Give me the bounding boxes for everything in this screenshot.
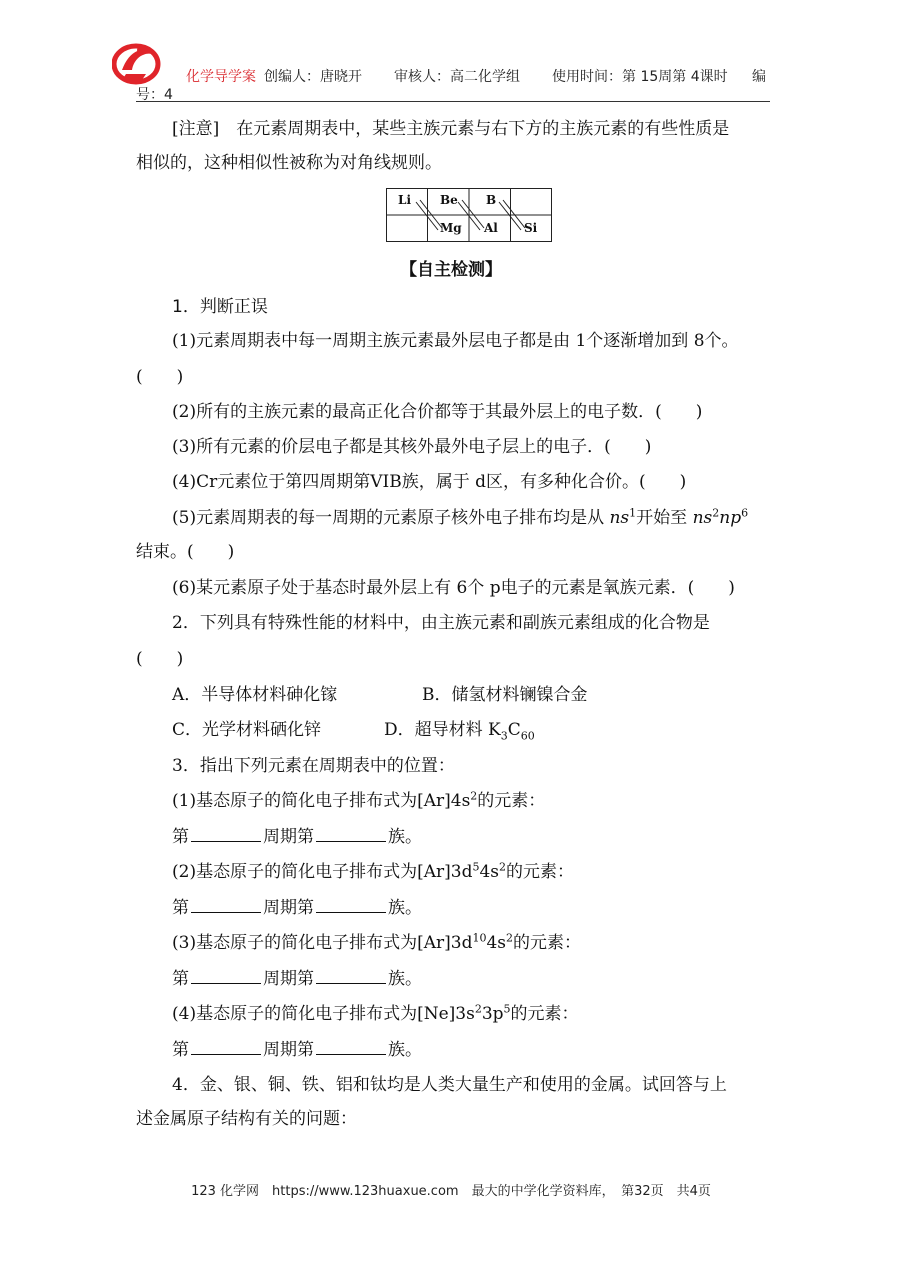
q3-sub-3-text: (3)基态原子的简化电子排布式为[Ar]3d — [172, 933, 473, 953]
q2-option-d-text: D．超导材料 K — [384, 720, 501, 740]
q1-item-1: (1)元素周期表中每一周期主族元素最外层电子都是由 1个逐渐增加到 8个。 — [172, 331, 739, 351]
logo-icon — [112, 40, 162, 86]
q4-line-2: 述金属原子结构有关的问题： — [136, 1109, 357, 1129]
note-line-1: [注意] 在元素周期表中，某些主族元素与右下方的主族元素的有些性质是 — [172, 119, 730, 139]
q3-sub-2-sup2: 2 — [499, 860, 506, 874]
q3-sub-4-mid: 3p — [481, 1004, 504, 1024]
fill-suffix: 族。 — [388, 1040, 422, 1060]
q2-option-d — [384, 719, 535, 741]
blank-group[interactable] — [316, 1038, 386, 1055]
q3-sub-2-mid: 4s — [479, 862, 499, 882]
blank-period[interactable] — [191, 825, 261, 842]
cell-mg: Mg — [440, 221, 462, 235]
q3-sub-2-sup1: 5 — [472, 860, 480, 874]
blank-period[interactable] — [191, 1038, 261, 1055]
fill-mid: 周期第 — [263, 1040, 314, 1060]
q3-sub-3-mid: 4s — [486, 933, 506, 953]
q1-item-5-ns2: ns — [692, 508, 713, 528]
q1-item-5 — [172, 507, 748, 529]
diagonal-rule-table — [386, 188, 552, 242]
cell-si: Si — [524, 221, 538, 235]
fill-prefix: 第 — [172, 1040, 189, 1060]
q3-sub-4-post: 的元素： — [510, 1004, 579, 1024]
q2-option-a: A．半导体材料砷化镓 — [172, 685, 338, 705]
q3-sub-2 — [172, 861, 574, 883]
fill-mid: 周期第 — [263, 898, 314, 918]
q3-sub-3-sup2: 2 — [506, 931, 513, 945]
cell-al: Al — [484, 221, 498, 235]
note-line-2: 相似的，这种相似性被称为对角线规则。 — [136, 153, 442, 173]
header-editor: 创编人：唐晓开 — [264, 69, 362, 85]
fill-suffix: 族。 — [388, 898, 422, 918]
q1-item-5-mid: 开始至 — [636, 508, 693, 528]
header-brand: 化学导学案 — [186, 69, 256, 85]
cell-be: Be — [440, 193, 458, 207]
q1-item-1-paren: ( ) — [136, 367, 184, 387]
q1-item-6: (6)某元素原子处于基态时最外层上有 6个 p电子的元素是氧族元素．( ) — [172, 578, 735, 598]
q3-sub-2-post: 的元素： — [506, 862, 574, 882]
fill-suffix: 族。 — [388, 969, 422, 989]
q3-sub-3-sup1: 10 — [472, 931, 487, 945]
page-footer: 123 化学网 https://www.123huaxue.com 最大的中学化学资料库， 第32页 共4页 — [191, 1184, 711, 1199]
q3-sub-3-post: 的元素： — [513, 933, 581, 953]
cell-li: Li — [398, 193, 411, 207]
blank-group[interactable] — [316, 896, 386, 913]
cell-b: B — [486, 193, 497, 207]
q3-answer-1 — [172, 825, 422, 848]
q2-paren: ( ) — [136, 649, 184, 669]
q3-sub-4-sup2: 5 — [503, 1002, 511, 1016]
q1-item-5-ns: ns — [609, 508, 630, 528]
q1-item-5-np: np — [719, 508, 742, 528]
q3-sub-3 — [172, 932, 581, 954]
header-divider — [136, 101, 770, 102]
q1-item-5-end: 结束。( ) — [136, 542, 235, 562]
q3-answer-2 — [172, 896, 422, 919]
q3-sub-4-sup1: 2 — [474, 1002, 482, 1016]
q2-option-d-sub1: 3 — [500, 729, 508, 743]
q2-option-b: B．储氢材料镧镍合金 — [422, 685, 588, 705]
header-time: 使用时间：第 15周第 4课时 — [552, 69, 728, 85]
q1-title: 1．判断正误 — [172, 297, 268, 317]
header-reviewer: 审核人：高二化学组 — [394, 69, 520, 85]
q1-item-5-sup2: 2 — [712, 506, 720, 520]
q2-option-c: C．光学材料硒化锌 — [172, 720, 322, 740]
section-title: 【自主检测】 — [400, 260, 502, 280]
fill-suffix: 族。 — [388, 827, 422, 847]
q3-sub-1 — [172, 790, 545, 812]
q1-item-4: (4)Cr元素位于第四周期第VIB族，属于 d区，有多种化合价。( ) — [172, 472, 687, 492]
blank-period[interactable] — [191, 967, 261, 984]
fill-prefix: 第 — [172, 898, 189, 918]
q3-sub-2-text: (2)基态原子的简化电子排布式为[Ar]3d — [172, 862, 473, 882]
header-number-label: 编 — [752, 69, 766, 85]
q4-line-1: 4．金、银、铜、铁、铝和钛均是人类大量生产和使用的金属。试回答与上 — [172, 1075, 727, 1095]
fill-prefix: 第 — [172, 969, 189, 989]
q1-item-2: (2)所有的主族元素的最高正化合价都等于其最外层上的电子数．( ) — [172, 402, 703, 422]
blank-group[interactable] — [316, 967, 386, 984]
q1-item-5-text: (5)元素周期表的每一周期的元素原子核外电子排布均是从 — [172, 508, 610, 528]
q3-stem: 3．指出下列元素在周期表中的位置： — [172, 756, 455, 776]
fill-mid: 周期第 — [263, 827, 314, 847]
blank-group[interactable] — [316, 825, 386, 842]
blank-period[interactable] — [191, 896, 261, 913]
q3-sub-1-sup: 2 — [470, 789, 478, 803]
q3-answer-3 — [172, 967, 422, 990]
q3-sub-4-text: (4)基态原子的简化电子排布式为[Ne]3s — [172, 1004, 475, 1024]
q1-item-3: (3)所有元素的价层电子都是其核外最外电子层上的电子．( ) — [172, 437, 652, 457]
fill-prefix: 第 — [172, 827, 189, 847]
header-number-value: 号：4 — [136, 87, 173, 103]
q3-sub-1-text: (1)基态原子的简化电子排布式为[Ar]4s — [172, 791, 471, 811]
q3-sub-1-post: 的元素： — [477, 791, 546, 811]
q1-item-5-sup3: 6 — [741, 506, 749, 520]
q3-answer-4 — [172, 1038, 422, 1061]
q3-sub-4 — [172, 1003, 579, 1025]
q2-stem: 2．下列具有特殊性能的材料中，由主族元素和副族元素组成的化合物是 — [172, 613, 710, 633]
fill-mid: 周期第 — [263, 969, 314, 989]
q2-option-d-c: C — [507, 720, 521, 740]
q1-item-5-sup: 1 — [629, 506, 637, 520]
q2-option-d-sub2: 60 — [520, 729, 535, 743]
